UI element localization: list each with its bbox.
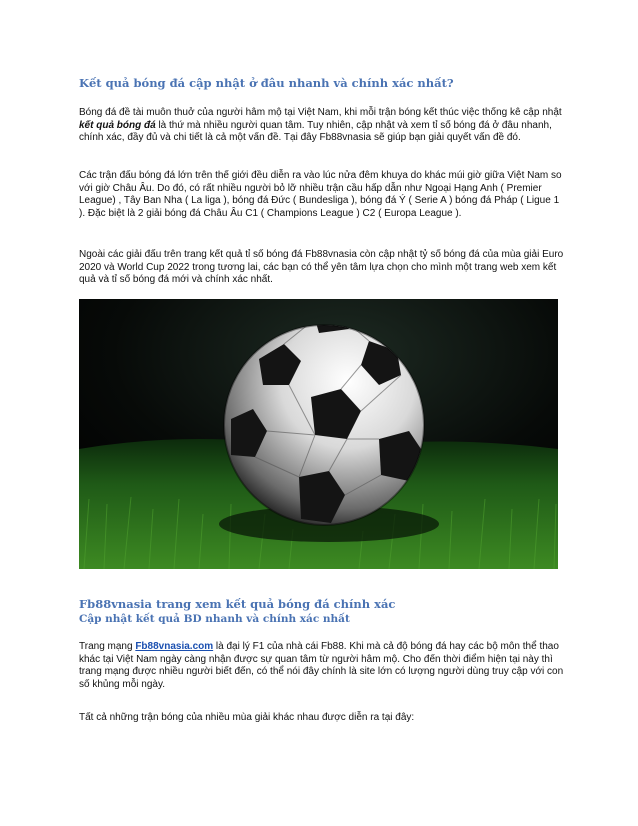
site-text-after: là đại lý F1 của nhà cái Fb88. Khi mà cả độ bóng đá hay các bộ môn thể thao khác tại Việt Nam ngày càng nhận được sự quan tâm từ người hâm mộ. Cho đến thời điểm hiện tại này thì trang mạng được nhiều người biết đến, có thể nói đây chính là site lớn có lượng người dùng truy cập với con số khủng mỗi ngày.	[79, 641, 564, 690]
article-title: Kết quả bóng đá cập nhật ở đâu nhanh và chính xác nhất?	[79, 76, 454, 90]
intro-text-after: là thứ mà nhiều người quan tâm. Tuy nhiên, cập nhật và xem tỉ số bóng đá ở đâu nhanh, chính xác, đầy đủ và chi tiết là cả một vấn đề. Tại đây Fb88vnasia sẽ giúp bạn giải quyết vấn đề đó.	[79, 119, 552, 144]
section-title: Fb88vnasia trang xem kết quả bóng đá chính xác	[79, 597, 396, 611]
intro-paragraph	[79, 107, 566, 145]
soccer-ball-on-grass-icon	[79, 299, 558, 569]
fb88vnasia-link[interactable]: Fb88vnasia.com	[135, 641, 214, 652]
soccer-ball-image	[79, 299, 558, 569]
section-heading	[79, 597, 559, 626]
leagues-paragraph: Các trận đấu bóng đá lớn trên thế giới đều diễn ra vào lúc nửa đêm khuya do khác múi giờ giữa Việt Nam so với giờ Châu Âu. Do đó, có rất nhiều người bỏ lỡ nhiều trận cầu hấp dẫn như Ngoại Hạng Anh ( Premier League) , Tây Ban Nha ( La liga ), bóng đá Đức ( Bundesliga ), bóng đá Ý ( Serie A ) bóng đá Pháp ( Ligue 1 ). Đặc biệt là 2 giải bóng đá Châu Âu C1 ( Champions League ) C2 ( Europa League ).	[79, 170, 562, 219]
section-subtitle: Cập nhật kết quả BD nhanh và chính xác nhất	[79, 613, 350, 625]
site-paragraph	[79, 641, 566, 691]
keyword-emphasis: kết quả bóng đá	[79, 119, 156, 131]
intro-text-before: Bóng đá đề tài muôn thuở của người hâm mộ tại Việt Nam, khi mỗi trận bóng kết thúc việc thống kê cập nhật	[79, 107, 562, 118]
matches-intro-paragraph: Tất cả những trận bóng của nhiều mùa giải khác nhau được diễn ra tại đây:	[79, 712, 415, 723]
tournaments-paragraph: Ngoài các giải đấu trên trang kết quả tỉ số bóng đá Fb88vnasia còn cập nhật tỷ số bóng đá của mùa giải Euro 2020 và World Cup 2022 trong tương lai, các bạn có thể yên tâm lựa chọn cho mình một trang web xem kết quả và tỉ số bóng đá mới và chính xác nhất.	[79, 249, 564, 286]
site-text-before: Trang mạng	[79, 641, 136, 652]
